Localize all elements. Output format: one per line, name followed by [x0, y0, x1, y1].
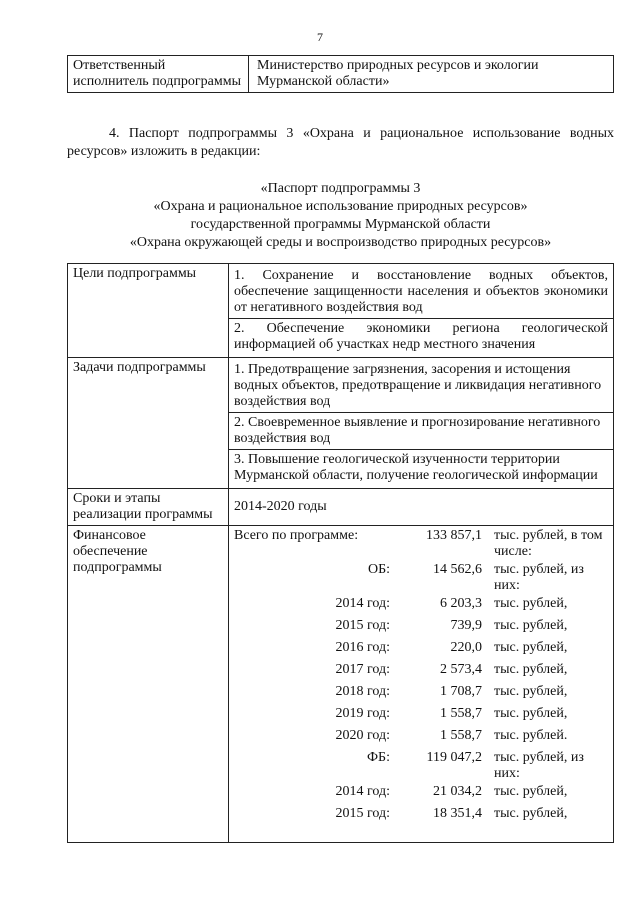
table-row	[68, 358, 614, 489]
goals-label: Цели подпрограммы	[68, 264, 229, 358]
passport-table	[67, 263, 614, 843]
finance-row-value: 119 047,2	[426, 750, 482, 765]
finance-row-value: 1 708,7	[440, 684, 482, 699]
tasks-label: Задачи подпрограммы	[68, 358, 229, 489]
finance-row-label: 2014 год:	[335, 784, 390, 799]
finance-row	[234, 596, 612, 616]
finance-cell	[229, 526, 614, 843]
finance-row	[234, 706, 612, 726]
finance-row-value: 739,9	[450, 618, 482, 633]
passport-title-line: «Охрана окружающей среды и воспроизводство природных ресурсов»	[129, 235, 552, 250]
finance-list	[234, 528, 608, 840]
responsible-executor-value: Министерство природных ресурсов и экологии Мурманской области»	[249, 56, 614, 93]
finance-row-unit: тыс. рублей,	[494, 706, 568, 721]
finance-row	[234, 806, 612, 826]
task-item: 3. Повышение геологической изученности территории Мурманской области, получение геологической информации	[229, 449, 613, 486]
finance-row-unit: тыс. рублей,	[494, 684, 568, 699]
finance-row-unit: тыс. рублей,	[494, 806, 568, 821]
finance-row-value: 220,0	[450, 640, 482, 655]
finance-row-value: 1 558,7	[440, 706, 482, 721]
finance-row	[234, 684, 612, 704]
finance-row-value: 6 203,3	[440, 596, 482, 611]
finance-row-label: 2016 год:	[335, 640, 390, 655]
amendment-paragraph: 4. Паспорт подпрограммы 3 «Охрана и рациональное использование водных ресурсов» изложить в редакции:	[67, 126, 614, 159]
finance-row-value: 18 351,4	[433, 806, 482, 821]
finance-row-unit: тыс. рублей,	[494, 784, 568, 799]
finance-row	[234, 728, 612, 748]
finance-row-unit: тыс. рублей, из них:	[494, 750, 584, 781]
finance-row-unit: тыс. рублей, в том числе:	[494, 528, 603, 559]
finance-row	[234, 562, 612, 593]
finance-row-value: 21 034,2	[433, 784, 482, 799]
goals-cell	[229, 264, 614, 358]
finance-row-unit: тыс. рублей.	[494, 728, 568, 743]
finance-row-label: Всего по программе:	[234, 528, 359, 543]
passport-title-line: «Охрана и рациональное использование природных ресурсов»	[153, 199, 528, 214]
passport-title	[67, 180, 614, 252]
table-row	[68, 264, 614, 358]
terms-value: 2014-2020 годы	[229, 489, 614, 526]
page-number: 7	[317, 30, 323, 44]
finance-row	[234, 618, 612, 638]
responsible-executor-label: Ответственный исполнитель подпрограммы	[68, 56, 249, 93]
passport-title-line: «Паспорт подпрограммы 3	[260, 181, 421, 196]
finance-row-label: 2015 год:	[335, 806, 390, 821]
finance-row-unit: тыс. рублей,	[494, 618, 568, 633]
finance-row-label: 2014 год:	[335, 596, 390, 611]
finance-row-label: ОБ:	[367, 562, 390, 577]
table-row	[68, 526, 614, 843]
finance-row-value: 2 573,4	[440, 662, 482, 677]
finance-row	[234, 662, 612, 682]
finance-row	[234, 784, 612, 804]
goal-item: 2. Обеспечение экономики региона геологической информацией об участках недр местного значения	[229, 318, 613, 355]
finance-row-value: 133 857,1	[426, 528, 482, 543]
finance-row-unit: тыс. рублей,	[494, 596, 568, 611]
finance-row-value: 1 558,7	[440, 728, 482, 743]
finance-row	[234, 750, 612, 781]
finance-row-label: 2019 год:	[335, 706, 390, 721]
finance-row-label: 2017 год:	[335, 662, 390, 677]
finance-row-unit: тыс. рублей,	[494, 662, 568, 677]
finance-row-unit: тыс. рублей,	[494, 640, 568, 655]
table-row	[68, 489, 614, 526]
finance-row-label: ФБ:	[367, 750, 390, 765]
finance-label: Финансовое обеспечение подпрограммы	[68, 526, 229, 843]
finance-row-label: 2015 год:	[335, 618, 390, 633]
finance-row-label: 2018 год:	[335, 684, 390, 699]
passport-title-line: государственной программы Мурманской области	[190, 217, 491, 232]
table-row	[68, 56, 614, 93]
terms-label: Сроки и этапы реализации программы	[68, 489, 229, 526]
finance-row	[234, 640, 612, 660]
task-item: 1. Предотвращение загрязнения, засорения и истощения водных объектов, предотвращение и ликвидация негативного воздействия вод	[234, 362, 602, 409]
task-item: 2. Своевременное выявление и прогнозирование негативного воздействия вод	[229, 412, 613, 449]
responsible-executor-table	[67, 55, 614, 93]
tasks-cell	[229, 358, 614, 489]
finance-row	[234, 528, 612, 559]
finance-row-value: 14 562,6	[433, 562, 482, 577]
goal-item: 1. Сохранение и восстановление водных объектов, обеспечение защищенности населения и объектов экономики от негативного воздействия вод	[234, 268, 608, 315]
finance-row-label: 2020 год:	[335, 728, 390, 743]
finance-row-unit: тыс. рублей, из них:	[494, 562, 584, 593]
